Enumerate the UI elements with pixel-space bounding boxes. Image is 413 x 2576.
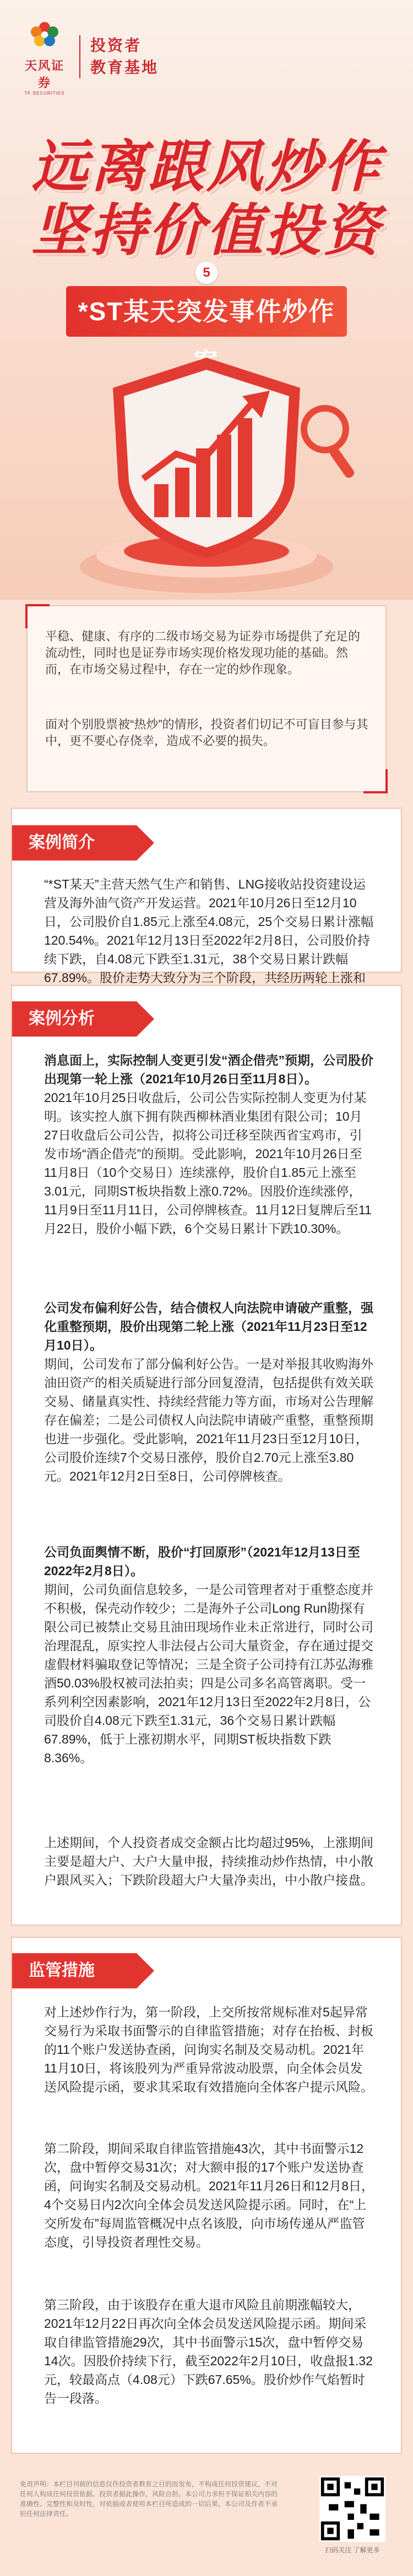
hero-subtitle: *ST某天突发事件炒作 <box>66 286 347 337</box>
hero-banner <box>0 0 413 600</box>
footer <box>0 2465 413 2576</box>
stage-summary: 上述期间，个人投资者成交金额占比均超过95%，上涨期间主要是超大户、大户大量申报，持续推动炒作热情，中小散户跟风买入；下跌阶段超大户大量净卖出，中小散户接盘。 <box>44 1835 374 1887</box>
stage1-title: 消息面上，实际控制人变更引发“酒企借壳”预期，公司股价出现第一轮上涨（2021年10月26日至11月8日）。 <box>44 1053 373 1086</box>
shield-chart-illustration <box>0 336 413 600</box>
case-intro-heading: 案例简介 <box>12 825 137 861</box>
qr-code-icon[interactable] <box>319 2476 385 2542</box>
hero-title-line2: 坚持价值投资 <box>31 199 382 262</box>
intro-paragraph-1: 平稳、健康、有序的二级市场交易为证券市场提供了充足的流动性，同时也是证券市场实现价格发现功能的基础。然而，在市场交易过程中，存在一定的炒作现象。 <box>45 629 361 676</box>
supervision-heading: 监管措施 <box>12 1953 137 1988</box>
stage3-title: 公司负面舆情不断，股价“打回原形”（2021年12月13日至2022年2月8日）。 <box>44 1545 360 1578</box>
supervision-phase1: 对上述炒作行为，第一阶段，上交所按常规标准对5起异常交易行为采取书面警示的自律监管措施；对存在抬板、封板的11个账户发送协查函，问询实名制及交易动机。2021年11月10日，将该股列为严重异常波动股票，向全体会员发送风险提示函，要求其采取有效措施向全体客户提示风险。 <box>44 2005 373 2094</box>
logo-divider <box>79 35 80 78</box>
intro-box <box>26 605 387 792</box>
case-analysis-heading: 案例分析 <box>12 1001 137 1037</box>
bracket-decoration <box>25 604 50 628</box>
case-intro-text: “*ST某天”主营天然气生产和销售、LNG接收站投资建设运营及海外油气资产开发运营。2021年10月26日至12月10日，公司股价自1.85元上涨至4.08元，25个交易日累计涨幅120.54%。2021年12月13日至2022年2月8日，公司股价持续下跌，自4.08元下跌至1.31元，38个交易日累计跌幅67.89%。股价走势大致分为三个阶段，共经历两轮上涨和 <box>44 877 374 985</box>
stage3-body: 期间，公司负面信息较多，一是公司管理者对于重整态度并不积极，保壳动作较少；二是海外子公司Long Run勘探有限公司已被禁止交易且油田现场作业未正常进行，同时公司治理混乱，原实控人非法侵占公司大量资金，存在通过提交虚假材料骗取登记等情况；三是全资子公司持有江苏弘海雅酒50.03%股权被司法拍卖；四是公司多名高管离职。受一系列利空因素影响，2021年12月13日至2022年2月8日，公司股价自4.08元下跌至1.31元，36个交易日累计跌幅67.89%，低于上涨初期水平，同期ST板块指数下跌8.36%。 <box>44 1582 373 1765</box>
supervision-phase3: 第三阶段，由于该股存在重大退市风险且前期涨幅较大，2021年12月22日再次向全体会员发送风险提示函。期间采取自律监管措施29次，其中书面警示15次，盘中暂停交易14次。因股价持续下行，截至2022年2月10日，收盘报1.32元，较最高点（4.08元）下跌67.65%。股价炒作气焰暂时告一段落。 <box>44 2298 373 2405</box>
qr-caption: 扫码关注 了解更多 <box>325 2546 380 2554</box>
supervision-card <box>11 1937 402 2454</box>
case-intro-card <box>11 808 402 985</box>
base-line1: 投资者 <box>90 37 142 54</box>
case-analysis-card <box>11 985 402 1926</box>
hero-title-line1: 远离跟风炒作 <box>31 135 382 198</box>
brand-flower-icon <box>20 18 64 53</box>
episode-badge: 5 <box>195 262 218 284</box>
brand-logo <box>20 18 159 96</box>
disclaimer-text: 免责声明：本栏目刊载的信息仅作投资者教育之目的而发布，不构成任何投资建议，不对任何人构成任何投资依据。投资者据此操作，风险自担。本公司力求但不保证相关内容的准确性、完整性和及时性，对依据或者使用本栏目所造成的一切后果，本公司及作者不承担任何法律责任。 <box>20 2480 278 2518</box>
brand-sub: TF SECURITIES <box>24 91 65 96</box>
intro-paragraph-2: 面对个别股票被“热炒”的情形，投资者们切记不可盲目参与其中，更不要心存侥幸，造成不必要的损失。 <box>45 717 368 748</box>
brand-name: 天风证券 <box>24 59 64 90</box>
base-line2: 教育基地 <box>90 59 159 76</box>
supervision-phase2: 第二阶段，期间采取自律监管措施43次，其中书面警示12次，盘中暂停交易31次；对大额申报的17个账户发送协查函，问询实名制及交易动机。2021年11月26日和12月8日，4个交易日内2次向全体会员发送风险提示函。同时，在“上交所发布”每周监管概况中点名该股，向市场传递从严监管态度，引导投资者理性交易。 <box>44 2141 374 2249</box>
bracket-decoration <box>363 769 388 793</box>
stage1-body: 2021年10月25日收盘后，公司公告实际控制人变更为付某明。该实控人旗下拥有陕西柳林酒业集团有限公司；10月27日收盘后公司公告，拟将公司迁移至陕西省宝鸡市，引发市场“酒企借壳”的预期。受此影响，2021年10月26日至11月8日（10个交易日）连续涨停，股价自1.85元上涨至3.01元，同期ST板块指数上涨0.72%。因股价连续涨停，11月9日至11月11日，公司停牌核查。11月12日复牌后至11月22日，股价小幅下跌，6个交易日累计下跌10.30%。 <box>44 1090 372 1236</box>
stage2-body: 期间，公司发布了部分偏利好公告。一是对举报其收购海外油田资产的相关质疑进行部分回复澄清，包括提供有效关联交易、储量真实性、持续经营能力等方面，市场对公告理解存在偏差；二是公司债权人向法院申请破产重整，重整预期也进一步强化。受此影响，2021年11月23日至12月10日，公司股价连续7个交易日涨停，股价自2.70元上涨至3.80元。2021年12月2日至8日，公司停牌核查。 <box>44 1357 373 1483</box>
stage2-title: 公司发布偏利好公告，结合债权人向法院申请破产重整，强化重整预期，股价出现第二轮上涨（2021年11月23日至12月10日）。 <box>44 1301 373 1352</box>
